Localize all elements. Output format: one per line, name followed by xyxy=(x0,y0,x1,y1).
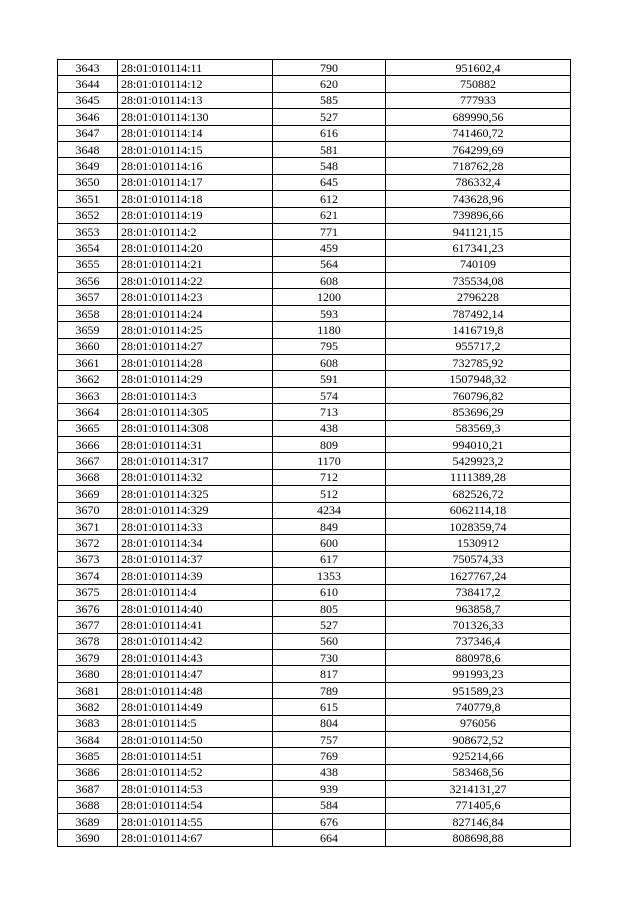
cadastral-value-cell: 739896,66 xyxy=(386,207,571,223)
row-number-cell: 3668 xyxy=(58,469,118,485)
table-row xyxy=(58,420,571,436)
cadastral-number-cell: 28:01:010114:12 xyxy=(118,76,273,92)
row-number-cell: 3658 xyxy=(58,305,118,321)
table-row xyxy=(58,223,571,239)
table-row xyxy=(58,584,571,600)
cadastral-number-cell: 28:01:010114:25 xyxy=(118,322,273,338)
cadastral-number-cell: 28:01:010114:21 xyxy=(118,256,273,272)
cadastral-value-cell: 3214131,27 xyxy=(386,781,571,797)
table-row xyxy=(58,322,571,338)
cadastral-number-cell: 28:01:010114:13 xyxy=(118,92,273,108)
cadastral-number-cell: 28:01:010114:325 xyxy=(118,486,273,502)
cadastral-value-cell: 963858,7 xyxy=(386,600,571,616)
cadastral-number-cell: 28:01:010114:28 xyxy=(118,355,273,371)
area-cell: 621 xyxy=(273,207,386,223)
area-cell: 560 xyxy=(273,633,386,649)
table-row xyxy=(58,732,571,748)
cadastral-value-cell: 6062114,18 xyxy=(386,502,571,518)
row-number-cell: 3690 xyxy=(58,830,118,846)
area-cell: 438 xyxy=(273,764,386,780)
area-cell: 593 xyxy=(273,305,386,321)
row-number-cell: 3684 xyxy=(58,732,118,748)
table-row xyxy=(58,715,571,731)
cadastral-value-cell: 750574,33 xyxy=(386,551,571,567)
cadastral-number-cell: 28:01:010114:27 xyxy=(118,338,273,354)
table-row xyxy=(58,191,571,207)
cadastral-number-cell: 28:01:010114:23 xyxy=(118,289,273,305)
table-row xyxy=(58,617,571,633)
row-number-cell: 3666 xyxy=(58,436,118,452)
cadastral-value-cell: 732785,92 xyxy=(386,355,571,371)
cadastral-number-cell: 28:01:010114:42 xyxy=(118,633,273,649)
cadastral-value-cell: 1627767,24 xyxy=(386,568,571,584)
area-cell: 730 xyxy=(273,650,386,666)
area-cell: 581 xyxy=(273,141,386,157)
table-row xyxy=(58,125,571,141)
row-number-cell: 3653 xyxy=(58,223,118,239)
row-number-cell: 3686 xyxy=(58,764,118,780)
cadastral-value-cell: 951602,4 xyxy=(386,60,571,76)
area-cell: 459 xyxy=(273,240,386,256)
cadastral-value-cell: 740779,8 xyxy=(386,699,571,715)
area-cell: 712 xyxy=(273,469,386,485)
area-cell: 939 xyxy=(273,781,386,797)
row-number-cell: 3673 xyxy=(58,551,118,567)
cadastral-number-cell: 28:01:010114:3 xyxy=(118,387,273,403)
table-row xyxy=(58,76,571,92)
cadastral-value-cell: 777933 xyxy=(386,92,571,108)
row-number-cell: 3681 xyxy=(58,682,118,698)
cadastral-value-cell: 880978,6 xyxy=(386,650,571,666)
cadastral-value-cell: 735534,08 xyxy=(386,273,571,289)
cadastral-value-cell: 583468,56 xyxy=(386,764,571,780)
row-number-cell: 3662 xyxy=(58,371,118,387)
table-row xyxy=(58,535,571,551)
area-cell: 645 xyxy=(273,174,386,190)
area-cell: 769 xyxy=(273,748,386,764)
area-cell: 4234 xyxy=(273,502,386,518)
table-row xyxy=(58,109,571,125)
table-row xyxy=(58,387,571,403)
table-row xyxy=(58,764,571,780)
table-row xyxy=(58,355,571,371)
row-number-cell: 3677 xyxy=(58,617,118,633)
area-cell: 617 xyxy=(273,551,386,567)
cadastral-value-cell: 764299,69 xyxy=(386,141,571,157)
cadastral-value-cell: 701326,33 xyxy=(386,617,571,633)
area-cell: 1170 xyxy=(273,453,386,469)
cadastral-number-cell: 28:01:010114:40 xyxy=(118,600,273,616)
row-number-cell: 3660 xyxy=(58,338,118,354)
cadastral-value-cell: 1028359,74 xyxy=(386,518,571,534)
row-number-cell: 3654 xyxy=(58,240,118,256)
row-number-cell: 3647 xyxy=(58,125,118,141)
area-cell: 608 xyxy=(273,273,386,289)
cadastral-value-cell: 1507948,32 xyxy=(386,371,571,387)
area-cell: 771 xyxy=(273,223,386,239)
cadastral-number-cell: 28:01:010114:22 xyxy=(118,273,273,289)
cadastral-value-cell: 583569,3 xyxy=(386,420,571,436)
row-number-cell: 3669 xyxy=(58,486,118,502)
area-cell: 805 xyxy=(273,600,386,616)
cadastral-number-cell: 28:01:010114:54 xyxy=(118,797,273,813)
row-number-cell: 3644 xyxy=(58,76,118,92)
area-cell: 585 xyxy=(273,92,386,108)
area-cell: 664 xyxy=(273,830,386,846)
table-row xyxy=(58,600,571,616)
cadastral-value-cell: 1416719,8 xyxy=(386,322,571,338)
row-number-cell: 3646 xyxy=(58,109,118,125)
area-cell: 795 xyxy=(273,338,386,354)
table-row xyxy=(58,486,571,502)
cadastral-number-cell: 28:01:010114:39 xyxy=(118,568,273,584)
row-number-cell: 3672 xyxy=(58,535,118,551)
cadastral-number-cell: 28:01:010114:4 xyxy=(118,584,273,600)
table-row xyxy=(58,650,571,666)
cadastral-value-cell: 682526,72 xyxy=(386,486,571,502)
area-cell: 512 xyxy=(273,486,386,502)
cadastral-value-cell: 689990,56 xyxy=(386,109,571,125)
cadastral-value-cell: 743628,96 xyxy=(386,191,571,207)
table-row xyxy=(58,92,571,108)
table-row xyxy=(58,518,571,534)
cadastral-number-cell: 28:01:010114:305 xyxy=(118,404,273,420)
area-cell: 1200 xyxy=(273,289,386,305)
row-number-cell: 3676 xyxy=(58,600,118,616)
cadastral-number-cell: 28:01:010114:55 xyxy=(118,813,273,829)
cadastral-value-cell: 5429923,2 xyxy=(386,453,571,469)
area-cell: 584 xyxy=(273,797,386,813)
table-row xyxy=(58,338,571,354)
area-cell: 527 xyxy=(273,109,386,125)
row-number-cell: 3667 xyxy=(58,453,118,469)
table-row xyxy=(58,305,571,321)
cadastral-number-cell: 28:01:010114:31 xyxy=(118,436,273,452)
area-cell: 1353 xyxy=(273,568,386,584)
cadastral-value-cell: 737346,4 xyxy=(386,633,571,649)
row-number-cell: 3655 xyxy=(58,256,118,272)
area-cell: 616 xyxy=(273,125,386,141)
cadastral-number-cell: 28:01:010114:41 xyxy=(118,617,273,633)
cadastral-number-cell: 28:01:010114:47 xyxy=(118,666,273,682)
cadastral-number-cell: 28:01:010114:14 xyxy=(118,125,273,141)
area-cell: 1180 xyxy=(273,322,386,338)
table-body xyxy=(58,60,571,847)
table-row xyxy=(58,371,571,387)
cadastral-value-cell: 740109 xyxy=(386,256,571,272)
row-number-cell: 3652 xyxy=(58,207,118,223)
row-number-cell: 3650 xyxy=(58,174,118,190)
row-number-cell: 3659 xyxy=(58,322,118,338)
table-row xyxy=(58,682,571,698)
area-cell: 600 xyxy=(273,535,386,551)
area-cell: 612 xyxy=(273,191,386,207)
cadastral-value-cell: 827146,84 xyxy=(386,813,571,829)
area-cell: 804 xyxy=(273,715,386,731)
area-cell: 849 xyxy=(273,518,386,534)
row-number-cell: 3671 xyxy=(58,518,118,534)
table-row xyxy=(58,207,571,223)
row-number-cell: 3656 xyxy=(58,273,118,289)
table-row xyxy=(58,469,571,485)
area-cell: 789 xyxy=(273,682,386,698)
cadastral-value-cell: 976056 xyxy=(386,715,571,731)
cadastral-value-cell: 2796228 xyxy=(386,289,571,305)
table-row xyxy=(58,289,571,305)
area-cell: 757 xyxy=(273,732,386,748)
cadastral-number-cell: 28:01:010114:317 xyxy=(118,453,273,469)
table-row xyxy=(58,813,571,829)
table-row xyxy=(58,240,571,256)
row-number-cell: 3664 xyxy=(58,404,118,420)
table-row xyxy=(58,551,571,567)
cadastral-value-cell: 925214,66 xyxy=(386,748,571,764)
table-row xyxy=(58,699,571,715)
table-row xyxy=(58,60,571,76)
cadastral-number-cell: 28:01:010114:2 xyxy=(118,223,273,239)
table-row xyxy=(58,748,571,764)
cadastral-number-cell: 28:01:010114:34 xyxy=(118,535,273,551)
area-cell: 591 xyxy=(273,371,386,387)
area-cell: 790 xyxy=(273,60,386,76)
cadastral-number-cell: 28:01:010114:20 xyxy=(118,240,273,256)
row-number-cell: 3679 xyxy=(58,650,118,666)
cadastral-number-cell: 28:01:010114:53 xyxy=(118,781,273,797)
cadastral-value-table xyxy=(57,59,571,847)
row-number-cell: 3678 xyxy=(58,633,118,649)
cadastral-value-cell: 771405,6 xyxy=(386,797,571,813)
table-row xyxy=(58,256,571,272)
cadastral-number-cell: 28:01:010114:51 xyxy=(118,748,273,764)
area-cell: 615 xyxy=(273,699,386,715)
cadastral-value-cell: 1111389,28 xyxy=(386,469,571,485)
row-number-cell: 3687 xyxy=(58,781,118,797)
cadastral-number-cell: 28:01:010114:5 xyxy=(118,715,273,731)
cadastral-value-cell: 718762,28 xyxy=(386,158,571,174)
table-row xyxy=(58,666,571,682)
cadastral-number-cell: 28:01:010114:48 xyxy=(118,682,273,698)
cadastral-value-cell: 760796,82 xyxy=(386,387,571,403)
cadastral-number-cell: 28:01:010114:11 xyxy=(118,60,273,76)
row-number-cell: 3680 xyxy=(58,666,118,682)
row-number-cell: 3688 xyxy=(58,797,118,813)
table-row xyxy=(58,141,571,157)
cadastral-number-cell: 28:01:010114:17 xyxy=(118,174,273,190)
table-row xyxy=(58,633,571,649)
row-number-cell: 3674 xyxy=(58,568,118,584)
area-cell: 713 xyxy=(273,404,386,420)
cadastral-value-cell: 808698,88 xyxy=(386,830,571,846)
table-row xyxy=(58,830,571,846)
table-row xyxy=(58,158,571,174)
table-row xyxy=(58,568,571,584)
cadastral-number-cell: 28:01:010114:33 xyxy=(118,518,273,534)
row-number-cell: 3670 xyxy=(58,502,118,518)
row-number-cell: 3651 xyxy=(58,191,118,207)
row-number-cell: 3689 xyxy=(58,813,118,829)
row-number-cell: 3645 xyxy=(58,92,118,108)
table-row xyxy=(58,453,571,469)
row-number-cell: 3675 xyxy=(58,584,118,600)
area-cell: 574 xyxy=(273,387,386,403)
cadastral-number-cell: 28:01:010114:18 xyxy=(118,191,273,207)
cadastral-number-cell: 28:01:010114:16 xyxy=(118,158,273,174)
table-row xyxy=(58,174,571,190)
area-cell: 676 xyxy=(273,813,386,829)
cadastral-number-cell: 28:01:010114:32 xyxy=(118,469,273,485)
cadastral-number-cell: 28:01:010114:308 xyxy=(118,420,273,436)
area-cell: 817 xyxy=(273,666,386,682)
cadastral-number-cell: 28:01:010114:29 xyxy=(118,371,273,387)
cadastral-number-cell: 28:01:010114:329 xyxy=(118,502,273,518)
table-row xyxy=(58,404,571,420)
row-number-cell: 3661 xyxy=(58,355,118,371)
cadastral-value-cell: 991993,23 xyxy=(386,666,571,682)
cadastral-value-cell: 741460,72 xyxy=(386,125,571,141)
cadastral-value-cell: 750882 xyxy=(386,76,571,92)
cadastral-value-cell: 951589,23 xyxy=(386,682,571,698)
table-row xyxy=(58,797,571,813)
table-row xyxy=(58,781,571,797)
cadastral-value-cell: 787492,14 xyxy=(386,305,571,321)
cadastral-value-cell: 738417,2 xyxy=(386,584,571,600)
row-number-cell: 3682 xyxy=(58,699,118,715)
cadastral-number-cell: 28:01:010114:50 xyxy=(118,732,273,748)
row-number-cell: 3643 xyxy=(58,60,118,76)
row-number-cell: 3657 xyxy=(58,289,118,305)
area-cell: 620 xyxy=(273,76,386,92)
cadastral-value-cell: 955717,2 xyxy=(386,338,571,354)
cadastral-number-cell: 28:01:010114:15 xyxy=(118,141,273,157)
row-number-cell: 3665 xyxy=(58,420,118,436)
cadastral-number-cell: 28:01:010114:24 xyxy=(118,305,273,321)
cadastral-number-cell: 28:01:010114:52 xyxy=(118,764,273,780)
cadastral-value-cell: 786332,4 xyxy=(386,174,571,190)
row-number-cell: 3649 xyxy=(58,158,118,174)
table-row xyxy=(58,273,571,289)
cadastral-number-cell: 28:01:010114:19 xyxy=(118,207,273,223)
cadastral-value-cell: 617341,23 xyxy=(386,240,571,256)
cadastral-value-cell: 1530912 xyxy=(386,535,571,551)
row-number-cell: 3663 xyxy=(58,387,118,403)
row-number-cell: 3648 xyxy=(58,141,118,157)
cadastral-number-cell: 28:01:010114:67 xyxy=(118,830,273,846)
table-row xyxy=(58,502,571,518)
cadastral-number-cell: 28:01:010114:43 xyxy=(118,650,273,666)
cadastral-number-cell: 28:01:010114:130 xyxy=(118,109,273,125)
area-cell: 610 xyxy=(273,584,386,600)
area-cell: 809 xyxy=(273,436,386,452)
area-cell: 527 xyxy=(273,617,386,633)
area-cell: 548 xyxy=(273,158,386,174)
area-cell: 608 xyxy=(273,355,386,371)
cadastral-number-cell: 28:01:010114:49 xyxy=(118,699,273,715)
row-number-cell: 3685 xyxy=(58,748,118,764)
table-row xyxy=(58,436,571,452)
cadastral-value-cell: 853696,29 xyxy=(386,404,571,420)
area-cell: 564 xyxy=(273,256,386,272)
row-number-cell: 3683 xyxy=(58,715,118,731)
cadastral-number-cell: 28:01:010114:37 xyxy=(118,551,273,567)
cadastral-value-cell: 908672,52 xyxy=(386,732,571,748)
cadastral-value-cell: 994010,21 xyxy=(386,436,571,452)
cadastral-value-cell: 941121,15 xyxy=(386,223,571,239)
area-cell: 438 xyxy=(273,420,386,436)
